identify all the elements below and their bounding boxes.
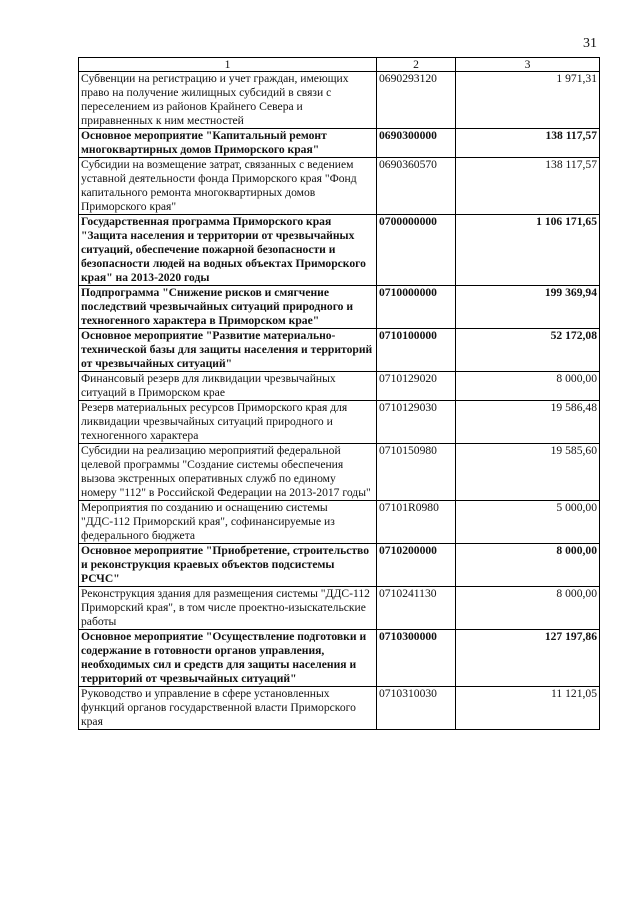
column-header-3: 3	[456, 58, 600, 72]
row-name-cell: Основное мероприятие "Капитальный ремонт многоквартирных домов Приморского края"	[79, 129, 377, 158]
table-row	[79, 158, 600, 215]
header-row	[79, 58, 600, 72]
row-name-cell: Основное мероприятие "Осуществление подготовки и содержание в готовности органов управления, необходимых сил и средств для защиты населения и территорий от чрезвычайных ситуаций"	[79, 630, 377, 687]
row-name-cell: Субсидии на реализацию мероприятий федеральной целевой программы "Создание системы обеспечения вызова экстренных оперативных служб по единому номеру "112" в Российской Федерации на 2013-2017 годы"	[79, 444, 377, 501]
row-name-cell: Резерв материальных ресурсов Приморского края для ликвидации чрезвычайных ситуаций природного и техногенного характера	[79, 401, 377, 444]
row-amount-cell: 19 586,48	[456, 401, 600, 444]
page-number: 31	[583, 36, 597, 51]
table-row	[79, 72, 600, 129]
row-name-cell: Субвенции на регистрацию и учет граждан, имеющих право на получение жилищных субсидий в связи с переселением из районов Крайнего Севера и приравненных к ним местностей	[79, 72, 377, 129]
table-row	[79, 215, 600, 286]
budget-table	[78, 57, 600, 730]
table-header	[79, 58, 600, 72]
row-amount-cell: 199 369,94	[456, 286, 600, 329]
row-code-cell: 0690300000	[377, 129, 456, 158]
row-code-cell: 0710100000	[377, 329, 456, 372]
row-code-cell: 0710310030	[377, 687, 456, 730]
row-amount-cell: 8 000,00	[456, 372, 600, 401]
row-name-cell: Основное мероприятие "Приобретение, строительство и реконструкция краевых объектов подсистемы РСЧС"	[79, 544, 377, 587]
row-code-cell: 0700000000	[377, 215, 456, 286]
row-amount-cell: 138 117,57	[456, 158, 600, 215]
row-name-cell: Руководство и управление в сфере установленных функций органов государственной власти Приморского края	[79, 687, 377, 730]
table-row	[79, 129, 600, 158]
column-header-1: 1	[79, 58, 377, 72]
row-code-cell: 0710150980	[377, 444, 456, 501]
row-name-cell: Основное мероприятие "Развитие материально-технической базы для защиты населения и территорий от чрезвычайных ситуаций"	[79, 329, 377, 372]
row-code-cell: 0690360570	[377, 158, 456, 215]
row-name-cell: Подпрограмма "Снижение рисков и смягчение последствий чрезвычайных ситуаций природного и техногенного характера в Приморском крае"	[79, 286, 377, 329]
row-amount-cell: 8 000,00	[456, 544, 600, 587]
table-row	[79, 587, 600, 630]
row-amount-cell: 1 971,31	[456, 72, 600, 129]
table-row	[79, 329, 600, 372]
row-code-cell: 0710200000	[377, 544, 456, 587]
row-name-cell: Реконструкция здания для размещения системы "ДДС-112 Приморский края", в том числе проектно-изыскательские работы	[79, 587, 377, 630]
row-name-cell: Субсидии на возмещение затрат, связанных с ведением уставной деятельности фонда Приморского края "Фонд капитального ремонта многоквартирных домов Приморского края"	[79, 158, 377, 215]
row-amount-cell: 11 121,05	[456, 687, 600, 730]
row-code-cell: 0690293120	[377, 72, 456, 129]
row-code-cell: 0710241130	[377, 587, 456, 630]
table-row	[79, 501, 600, 544]
row-code-cell: 0710129030	[377, 401, 456, 444]
table-row	[79, 687, 600, 730]
row-amount-cell: 8 000,00	[456, 587, 600, 630]
table-row	[79, 401, 600, 444]
table-row	[79, 286, 600, 329]
row-name-cell: Мероприятия по созданию и оснащению системы "ДДС-112 Приморский края", софинансируемые из федерального бюджета	[79, 501, 377, 544]
row-name-cell: Финансовый резерв для ликвидации чрезвычайных ситуаций в Приморском крае	[79, 372, 377, 401]
row-amount-cell: 1 106 171,65	[456, 215, 600, 286]
table-body	[79, 72, 600, 730]
row-code-cell: 07101R0980	[377, 501, 456, 544]
column-header-2: 2	[377, 58, 456, 72]
row-amount-cell: 19 585,60	[456, 444, 600, 501]
row-amount-cell: 5 000,00	[456, 501, 600, 544]
table-row	[79, 630, 600, 687]
row-amount-cell: 127 197,86	[456, 630, 600, 687]
row-code-cell: 0710129020	[377, 372, 456, 401]
row-code-cell: 0710000000	[377, 286, 456, 329]
row-amount-cell: 52 172,08	[456, 329, 600, 372]
row-amount-cell: 138 117,57	[456, 129, 600, 158]
row-code-cell: 0710300000	[377, 630, 456, 687]
table-row	[79, 544, 600, 587]
table-row	[79, 372, 600, 401]
row-name-cell: Государственная программа Приморского края "Защита населения и территории от чрезвычайных ситуаций, обеспечение пожарной безопасности и безопасности людей на водных объектах Приморского края" на 2013-2020 годы	[79, 215, 377, 286]
table-row	[79, 444, 600, 501]
